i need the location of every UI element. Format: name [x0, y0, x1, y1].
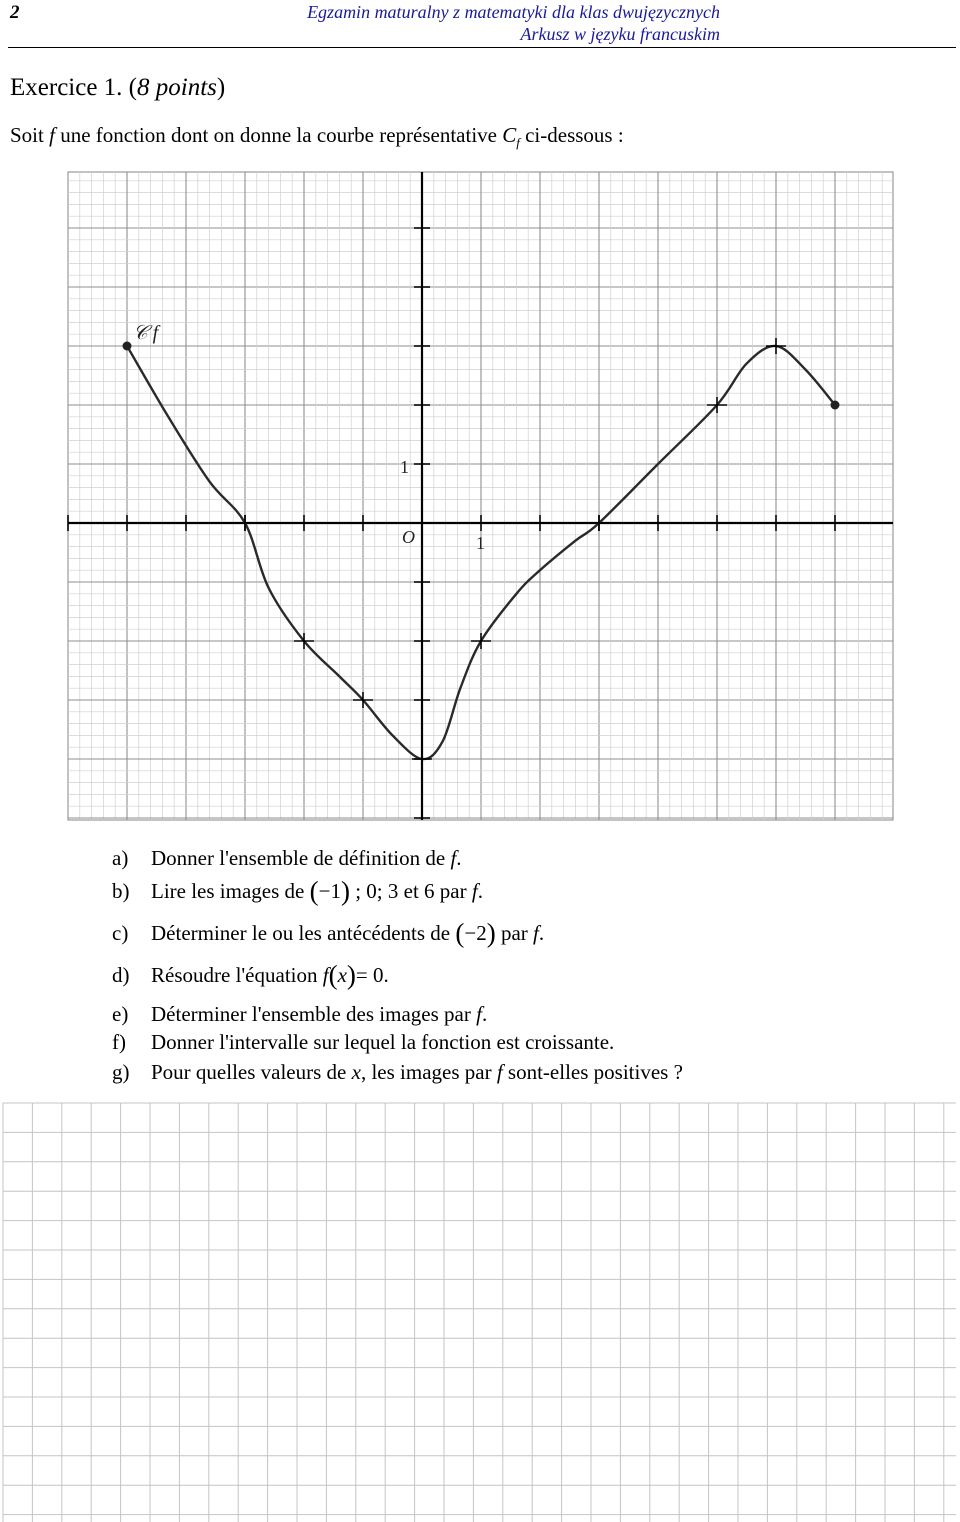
curve-label: 𝒞 f: [133, 322, 159, 344]
question-text: sont-elles positives ?: [502, 1060, 683, 1084]
question-text: −2: [464, 921, 487, 945]
question-text: .: [481, 1002, 488, 1026]
question-text: = 0: [355, 963, 384, 987]
question-text: f: [476, 1002, 482, 1026]
question-letter: a): [112, 846, 129, 870]
question-text: (: [455, 918, 465, 948]
question-letter: d): [112, 963, 130, 987]
question-text: f: [533, 921, 539, 945]
graph-grid: [68, 172, 893, 820]
title-points: 8 points: [137, 74, 217, 101]
question-item: [112, 960, 389, 991]
y-unit-label: 1: [400, 457, 409, 477]
intro-after: ci-dessous :: [519, 123, 624, 147]
question-text: x: [351, 1060, 361, 1084]
question-letter: g): [112, 1060, 130, 1084]
question-letter: f): [112, 1030, 126, 1054]
intro-before: Soit: [10, 123, 50, 147]
question-text: Donner l'ensemble de définition de: [151, 846, 451, 870]
header-line-1: Egzamin maturalny z matematyki dla klas dwujęzycznych: [307, 2, 720, 22]
question-letter: e): [112, 1002, 129, 1026]
curve-endpoint: [123, 342, 132, 351]
intro-function: f: [49, 123, 55, 147]
intro-curve-symbol: $C_f$: [502, 123, 520, 151]
question-text: ): [340, 876, 350, 906]
question-item: [112, 1060, 683, 1085]
question-text: Déterminer l'ensemble des images par: [151, 1002, 477, 1026]
intro-middle: une fonction dont on donne la courbe représentative: [54, 123, 503, 147]
page-number: 2: [10, 2, 20, 23]
header-line-2: Arkusz w języku francuskim: [520, 24, 720, 44]
question-text: .: [477, 879, 483, 903]
question-text: f: [496, 1060, 503, 1084]
x-unit-label: 1: [476, 533, 485, 553]
question-text: −1: [318, 879, 341, 903]
question-item: [112, 846, 462, 871]
question-letter: b): [112, 879, 130, 903]
question-text: .: [383, 963, 389, 987]
question-text: (: [328, 960, 338, 990]
question-text: .: [538, 921, 545, 945]
question-letter: c): [112, 921, 129, 945]
origin-label: O: [402, 527, 415, 547]
question-text: , les images par: [360, 1060, 497, 1084]
question-text: Donner l'intervalle sur lequel la fonction est croissante.: [151, 1030, 615, 1054]
question-text: ): [346, 960, 356, 990]
answer-grid: [0, 1101, 960, 1522]
question-text: ; 0; 3 et 6 par: [349, 879, 472, 903]
question-text: f: [471, 879, 478, 903]
question-text: x: [337, 963, 347, 987]
question-text: Déterminer le ou les antécédents de: [151, 921, 456, 945]
question-item: [112, 876, 483, 907]
title-prefix: Exercice 1. (: [10, 74, 138, 101]
question-item: [112, 918, 544, 949]
question-text: Lire les images de: [151, 879, 310, 903]
question-text: par: [495, 921, 534, 945]
question-text: f: [450, 846, 457, 870]
question-text: .: [456, 846, 462, 870]
question-text: Pour quelles valeurs de: [151, 1060, 352, 1084]
question-text: ): [486, 918, 496, 948]
question-item: [112, 1002, 487, 1027]
question-text: (: [309, 876, 319, 906]
question-item: [112, 1030, 614, 1055]
question-text: Résoudre l'équation: [151, 963, 323, 987]
curve-endpoint: [831, 401, 840, 410]
question-text: f: [322, 963, 329, 987]
title-suffix: ): [216, 74, 226, 101]
